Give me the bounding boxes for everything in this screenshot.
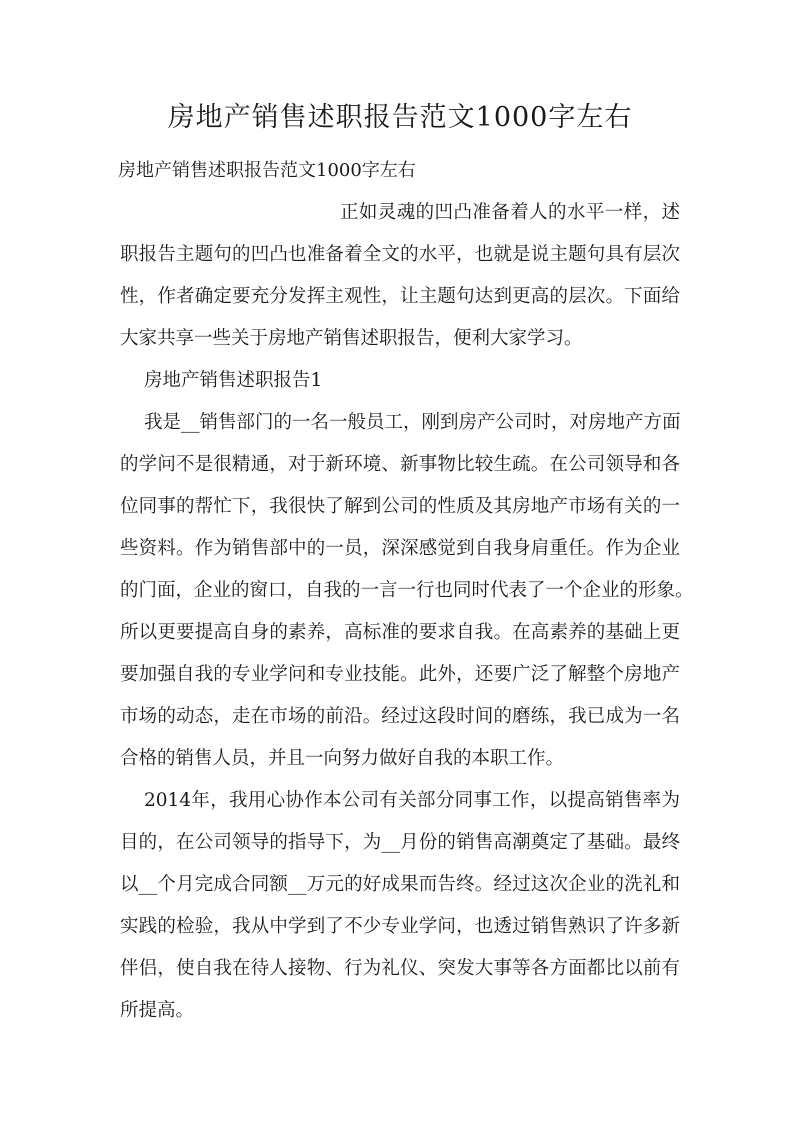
intro-line: 大家共享一些关于房地产销售述职报告，便利大家学习。 [120, 328, 583, 349]
paragraph-line: 的门面，企业的窗口，自我的一言一行也同时代表了一个企业的形象。 [120, 580, 694, 601]
paragraph-line: 的学问不是很精通，对于新环境、新事物比较生疏。在公司领导和各 [120, 454, 680, 475]
paragraph-line: 要加强自我的专业学问和专业技能。此外，还要广泛了解整个房地产 [120, 664, 680, 685]
paragraph-line: 合格的销售人员，并且一向努力做好自我的本职工作。 [120, 748, 565, 769]
section-heading: 房地产销售述职报告1 [144, 370, 323, 391]
paragraph-line: 伴侣，使自我在待人接物、行为礼仪、突发大事等各方面都比以前有 [120, 958, 680, 979]
paragraph-line: 所提高。 [120, 1000, 195, 1021]
paragraph-line: 位同事的帮忙下，我很快了解到公司的性质及其房地产市场有关的一 [120, 496, 680, 517]
paragraph-line: 我是__销售部门的一名一般员工，刚到房产公司时，对房地产方面 [144, 412, 681, 433]
intro-line: 正如灵魂的凹凸准备着人的水平一样，述 [340, 202, 680, 223]
intro-line: 职报告主题句的凹凸也准备着全文的水平，也就是说主题句具有层次 [120, 244, 680, 265]
document-title: 房地产销售述职报告范文1000字左右 [167, 102, 633, 133]
paragraph-line: 2014年，我用心协作本公司有关部分同事工作，以提高销售率为 [144, 790, 680, 811]
paragraph-line: 以__个月完成合同额__万元的好成果而告终。经过这次企业的洗礼和 [120, 874, 680, 895]
paragraph-line: 些资料。作为销售部中的一员，深深感觉到自我身肩重任。作为企业 [120, 538, 680, 559]
paragraph-line: 目的，在公司领导的指导下，为__月份的销售高潮奠定了基础。最终 [120, 832, 680, 853]
paragraph-line: 所以更要提高自身的素养，高标准的要求自我。在高素养的基础上更 [120, 622, 680, 643]
paragraph-line: 市场的动态，走在市场的前沿。经过这段时间的磨练，我已成为一名 [120, 706, 680, 727]
intro-line: 性，作者确定要充分发挥主观性，让主题句达到更高的层次。下面给 [120, 286, 680, 307]
paragraph-line: 实践的检验，我从中学到了不少专业学问，也透过销售熟识了许多新 [120, 916, 680, 937]
document-subtitle: 房地产销售述职报告范文1000字左右 [118, 160, 416, 181]
